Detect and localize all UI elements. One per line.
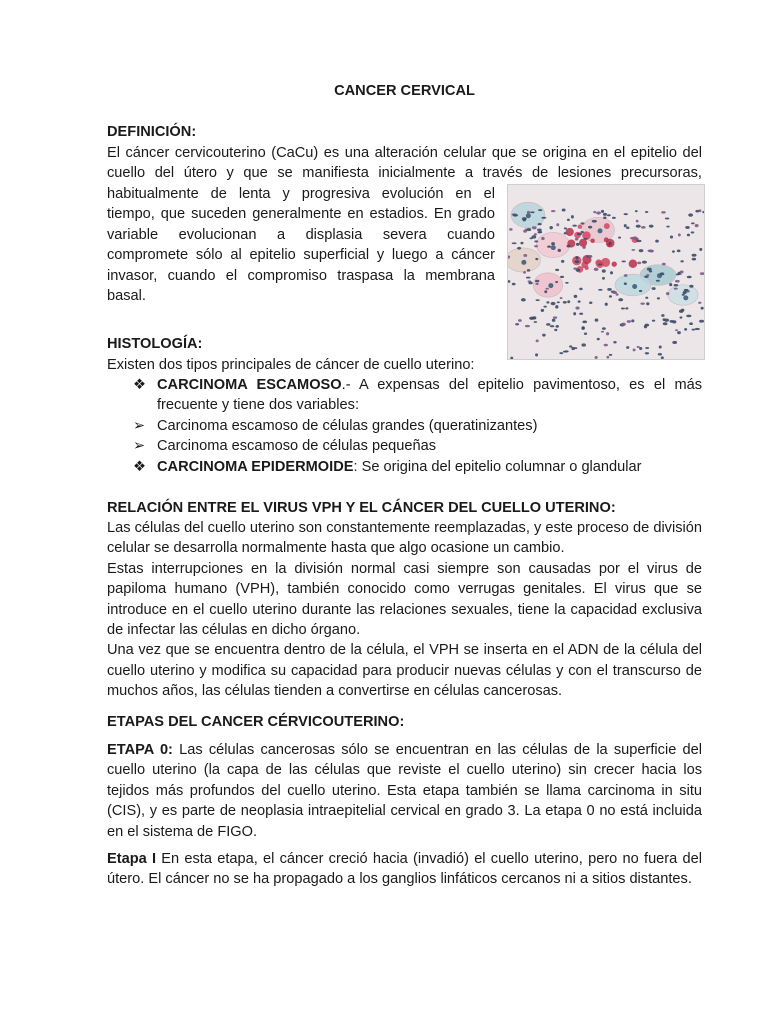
definicion-line: habitualmente de lenta y progresiva evolución en el: [107, 186, 495, 202]
etapa-0-label: ETAPA 0:: [107, 742, 173, 758]
etapa-0-paragraph: [107, 740, 702, 842]
definicion-full-lines: [107, 143, 702, 184]
arrow-bullet-icon: ➢: [133, 438, 146, 455]
list-item-text: Carcinoma escamoso de células pequeñas: [157, 438, 437, 455]
list-item-continuation: frecuente y tiene dos variables:: [157, 397, 359, 414]
relacion-paragraph: Estas interrupciones en la división normal casi siempre son causadas por el virus de papiloma humano (VPH), también conocido como verrugas genitales. El virus que se introduce en el cuello uterino durante las relaciones sexuales, tiene la capacidad exclusiva de infectar las células en dicho órgano.: [107, 560, 702, 639]
list-item-text: .- A expensas del epitelio pavimentoso, es el más: [341, 377, 703, 393]
diamond-bullet-icon: ❖: [133, 377, 147, 393]
definicion-line: invasor, cuando el compromiso traspasa la membrana: [107, 267, 495, 284]
arrow-bullet-icon: ➢: [133, 417, 146, 434]
definicion-line: basal.: [107, 288, 146, 305]
etapa-0-text: Las células cancerosas sólo se encuentran en las células de la superficie del cuello uterino (la capa de las células que reviste el cuello uterino) sin crecer hacia los tejidos más profundos del cuello uterino. Esta etapa también se llama carcinoma in situ (CIS), y es parte de neoplasia intraepitelial cervical en grado 3. La etapa 0 no está incluida en el sistema de FIGO.: [107, 742, 702, 840]
definicion-line: variable evolucionan a displasia severa cuando: [107, 226, 495, 243]
etapas-heading: ETAPAS DEL CANCER CÉRVICOUTERINO:: [107, 714, 405, 730]
relacion-heading: RELACIÓN ENTRE EL VIRUS VPH Y EL CÁNCER DEL CUELLO UTERINO:: [107, 500, 616, 516]
list-item: [107, 375, 702, 395]
relacion-body: [107, 518, 702, 702]
definicion-wrapped-lines: [107, 184, 495, 306]
list-item-bold: CARCINOMA ESCAMOSO: [157, 377, 342, 393]
histologia-heading: HISTOLOGÍA:: [107, 336, 203, 352]
etapa-1-paragraph: [107, 849, 702, 890]
list-item-text: Carcinoma escamoso de células grandes (queratinizantes): [157, 417, 538, 434]
definicion-line: El cáncer cervicouterino (CaCu) es una alteración celular que se origina en el epitelio del: [107, 145, 702, 161]
definicion-heading: DEFINICIÓN:: [107, 124, 197, 140]
list-item-text: : Se origina del epitelio columnar o glandular: [353, 458, 642, 475]
histologia-list: [107, 375, 702, 477]
etapa-1-label: Etapa I: [107, 851, 157, 867]
list-item: [107, 436, 702, 456]
list-item: [107, 457, 702, 477]
relacion-paragraph: Las células del cuello uterino son constantemente reemplazadas, y este proceso de división celular se desarrolla normalmente hasta que algo ocasione un cambio.: [107, 520, 702, 557]
histologia-intro: Existen dos tipos principales de cáncer de cuello uterino:: [107, 357, 475, 373]
list-item: [107, 416, 702, 436]
page-title: CANCER CERVICAL: [334, 83, 475, 99]
definicion-line: tiempo, que suceden generalmente en estadios. En grado: [107, 206, 495, 223]
micrograph-illustration: [508, 185, 704, 359]
definicion-line: compromete sólo al epitelio superficial y luego a cáncer: [107, 247, 495, 264]
etapa-1-text: En esta etapa, el cáncer creció hacia (invadió) el cuello uterino, pero no fuera del útero. El cáncer no se ha propagado a los ganglios linfáticos cercanos ni a sitios distantes.: [107, 851, 702, 888]
list-item-bold: CARCINOMA EPIDERMOIDE: [157, 458, 354, 475]
relacion-paragraph: Una vez que se encuentra dentro de la célula, el VPH se inserta en el ADN de la célula del cuello uterino y modifica su capacidad para producir nuevas células y con el transcurso de muchos años, las células tienden a convertirse en células cancerosas.: [107, 642, 702, 700]
diamond-bullet-icon: ❖: [133, 458, 147, 475]
definicion-line: cuello del útero y que se manifiesta inicialmente a través de lesiones precursoras,: [107, 165, 702, 182]
